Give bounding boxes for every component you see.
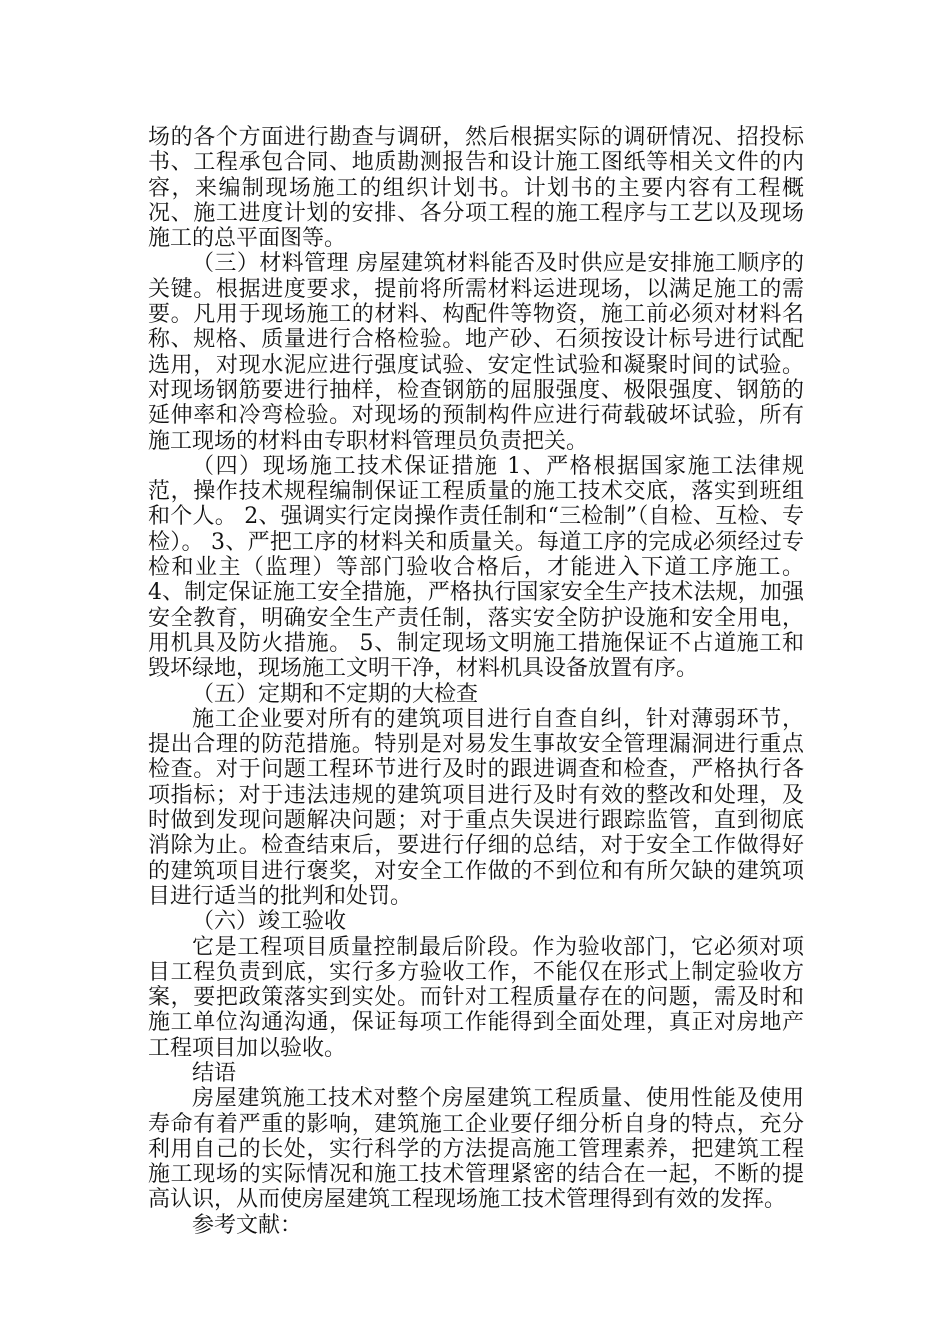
paragraph-conclusion: 房屋建筑施工技术对整个房屋建筑工程质量、使用性能及使用寿命有着严重的影响，建筑施工企业要仔细分析自身的特点，充分利用自己的长处，实行科学的方法提高施工管理素养，把建筑工程施工现场的实际情况和施工技术管理紧密的结合在一起，不断的提高认识，从而使房屋建筑工程现场施工技术管理得到有效的发挥。 — [148, 1086, 804, 1213]
section-heading-conclusion: 结语 — [192, 1060, 237, 1086]
section-heading-references: 参考文献： — [192, 1212, 303, 1238]
paragraph-site-survey: 场的各个方面进行勘查与调研，然后根据实际的调研情况、招投标书、工程承包合同、地质勘测报告和设计施工图纸等相关文件的内容，来编制现场施工的组织计划书。计划书的主要内容有工程概况、施工进度计划的安排、各分项工程的施工程序与工艺以及现场施工的总平面图等。 — [148, 125, 804, 252]
paragraph-technical-measures: （四）现场施工技术保证措施 1、严格根据国家施工法律规范，操作技术规程编制保证工程质量的施工技术交底，落实到班组和个人。 2、强调实行定岗操作责任制和“三检制”（自检、互检、专检）。 3、严把工序的材料关和质量关。每道工序的完成必须经过专检和业主（监理）等部门验收合格后，才能进入下道工序施工。 4、制定保证施工安全措施，严格执行国家安全生产技术法规，加强安全教育，明确安全生产责任制，落实安全防护设施和安全用电，用机具及防火措施。 5、制定现场文明施工措施保证不占道施工和毁坏绿地，现场施工文明干净，材料机具设备放置有序。 — [148, 453, 804, 682]
paragraph-material-management: （三）材料管理 房屋建筑材料能否及时供应是安排施工顺序的关键。根据进度要求，提前将所需材料运进现场，以满足施工的需要。凡用于现场施工的材料、构配件等物资，施工前必须对材料名称、规格、质量进行合格检验。地产砂、石须按设计标号进行试配选用，对现水泥应进行强度试验、安定性试验和凝聚时间的试验。对现场钢筋要进行抽样，检查钢筋的屈服强度、极限强度、钢筋的延伸率和冷弯检验。对现场的预制构件应进行荷载破坏试验，所有施工现场的材料由专职材料管理员负责把关。 — [148, 251, 804, 454]
paragraph-acceptance: 它是工程项目质量控制最后阶段。作为验收部门，它必须对项目工程负责到底，实行多方验收工作，不能仅在形式上制定验收方案，要把政策落实到实处。而针对工程质量存在的问题，需及时和施工单位沟通沟通，保证每项工作能得到全面处理，真正对房地产工程项目加以验收。 — [148, 934, 804, 1061]
section-heading-inspection: （五）定期和不定期的大检查 — [192, 681, 479, 707]
section-heading-acceptance: （六）竣工验收 — [192, 909, 347, 935]
body-text — [148, 125, 804, 1238]
paragraph-inspection: 施工企业要对所有的建筑项目进行自查自纠，针对薄弱环节，提出合理的防范措施。特别是对易发生事故安全管理漏洞进行重点检查。对于问题工程环节进行及时的跟进调查和检查，严格执行各项指标；对于违法违规的建筑项目进行及时有效的整改和处理，及时做到发现问题解决问题；对于重点失误进行跟踪监管，直到彻底消除为止。检查结束后，要进行仔细的总结，对于安全工作做得好的建筑项目进行褒奖，对安全工作做的不到位和有所欠缺的建筑项目进行适当的批判和处罚。 — [148, 706, 804, 909]
